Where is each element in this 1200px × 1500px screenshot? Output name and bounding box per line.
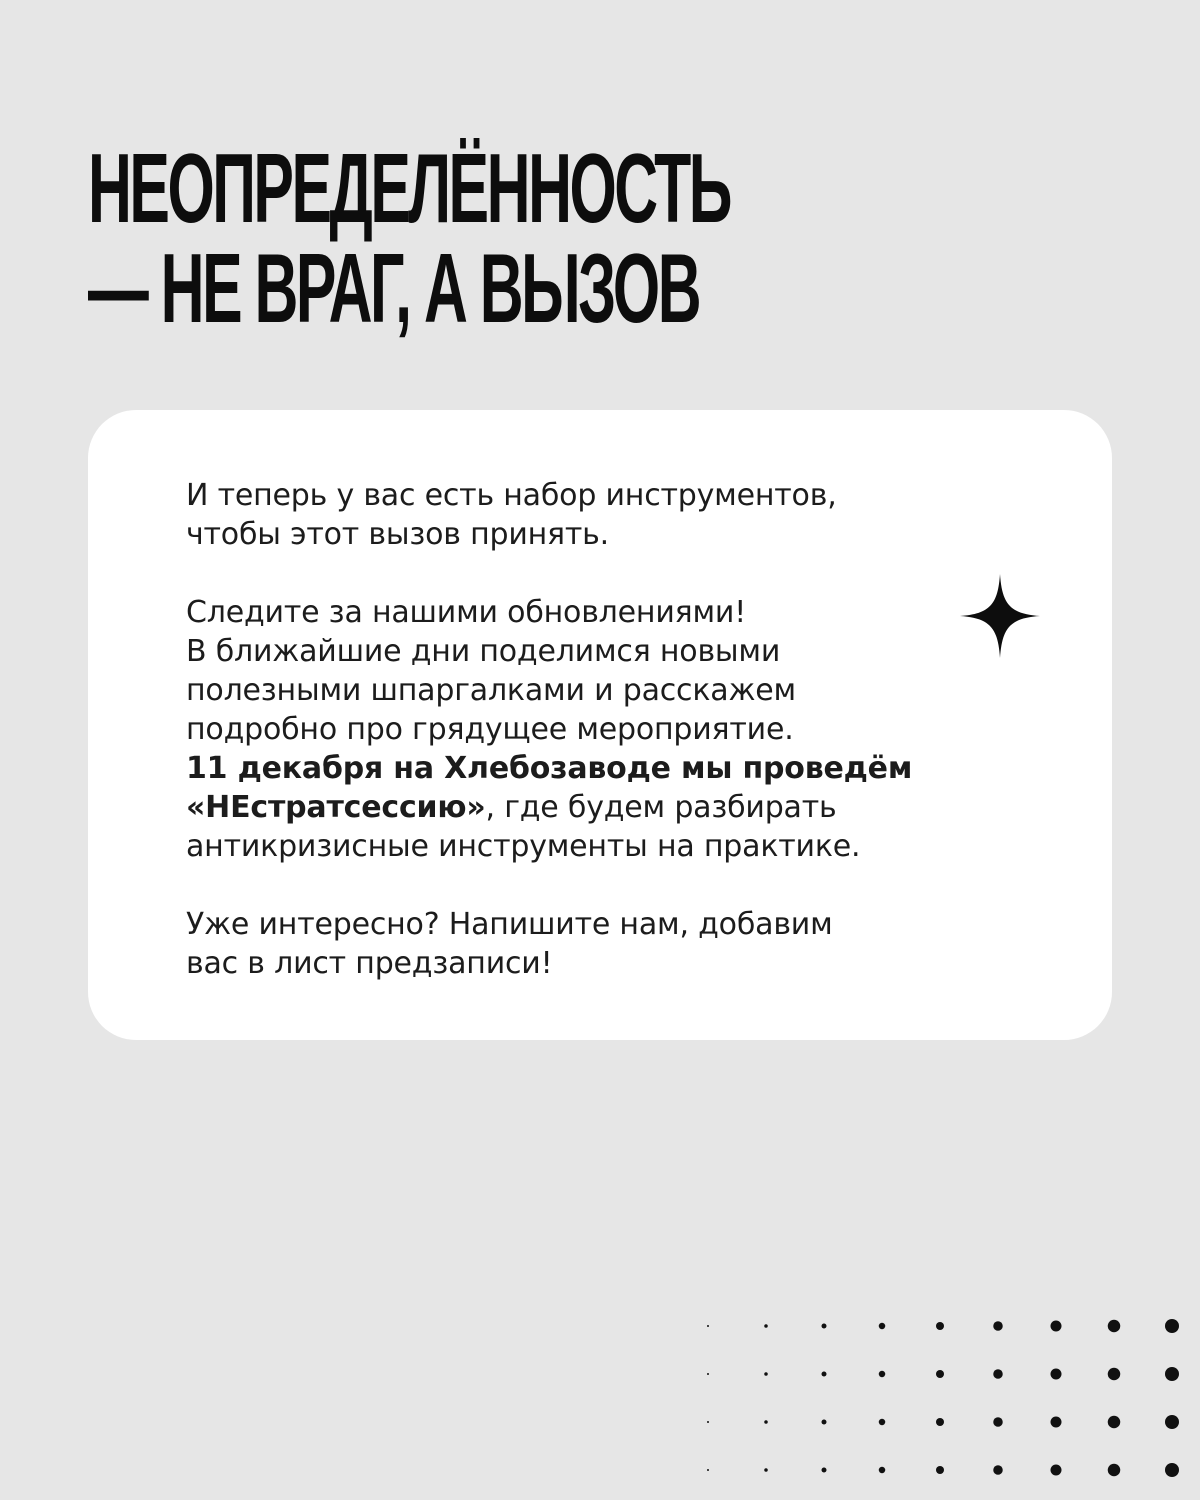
grid-dot [1165, 1463, 1179, 1477]
grid-dot [1051, 1465, 1062, 1476]
grid-dot [707, 1421, 709, 1423]
grid-dot [764, 1372, 768, 1376]
grid-dot [822, 1372, 827, 1377]
grid-dot [1165, 1415, 1179, 1429]
grid-dot [879, 1419, 886, 1426]
grid-dot [993, 1369, 1003, 1379]
paragraph-signup-line-2: вас в лист предзаписи! [186, 946, 553, 981]
paragraph-signup [186, 905, 986, 983]
grid-dot [993, 1465, 1003, 1475]
card-body-text [186, 476, 986, 983]
grid-dot [822, 1420, 827, 1425]
grid-dot [1051, 1369, 1062, 1380]
paragraph-updates-line-7: антикризисные инструменты на практике. [186, 829, 861, 864]
dot-grid-decoration [700, 1318, 1200, 1500]
paragraph-updates-line-2: В ближайшие дни поделимся новыми [186, 634, 781, 669]
grid-dot [1108, 1368, 1121, 1381]
grid-dot [936, 1370, 944, 1378]
paragraph-updates [186, 593, 986, 866]
paragraph-updates-line-3: полезными шпаргалками и расскажем [186, 673, 796, 708]
grid-dot [764, 1420, 768, 1424]
event-date-line: 11 декабря на Хлебозаводе мы проведём [186, 751, 913, 786]
four-point-star-icon [960, 574, 1040, 658]
info-card [88, 410, 1112, 1040]
grid-dot [1165, 1319, 1179, 1333]
paragraph-signup-line-1: Уже интересно? Напишите нам, добавим [186, 907, 833, 942]
grid-dot [879, 1323, 886, 1330]
grid-dot [1051, 1417, 1062, 1428]
headline-line-2: — НЕ ВРАГ, А ВЫЗОВ [88, 233, 700, 343]
grid-dot [1108, 1464, 1121, 1477]
grid-dot [1108, 1416, 1121, 1429]
grid-dot [764, 1468, 768, 1472]
paragraph-updates-line-1: Следите за нашими обновлениями! [186, 595, 747, 630]
grid-dot [1051, 1321, 1062, 1332]
event-name-line [186, 788, 986, 827]
event-name: «НЕстратсессию» [186, 790, 486, 825]
grid-dot [936, 1466, 944, 1474]
paragraph-tools [186, 476, 986, 554]
grid-dot [1108, 1320, 1121, 1333]
grid-dot [936, 1322, 944, 1330]
grid-dot [993, 1321, 1003, 1331]
grid-dot [879, 1371, 886, 1378]
grid-dot [936, 1418, 944, 1426]
grid-dot [879, 1467, 886, 1474]
grid-dot [764, 1324, 768, 1328]
grid-dot [822, 1468, 827, 1473]
grid-dot [707, 1325, 709, 1327]
grid-dot [993, 1417, 1003, 1427]
grid-dot [1165, 1367, 1179, 1381]
grid-dot [707, 1469, 709, 1471]
paragraph-tools-line-2: чтобы этот вызов принять. [186, 517, 609, 552]
headline [88, 133, 730, 343]
headline-line-1: НЕОПРЕДЕЛЁННОСТЬ [88, 133, 730, 243]
event-name-continuation: , где будем разбирать [485, 790, 837, 825]
paragraph-updates-line-4: подробно про грядущее мероприятие. [186, 712, 794, 747]
paragraph-tools-line-1: И теперь у вас есть набор инструментов, [186, 478, 837, 513]
grid-dot [707, 1373, 709, 1375]
grid-dot [822, 1324, 827, 1329]
